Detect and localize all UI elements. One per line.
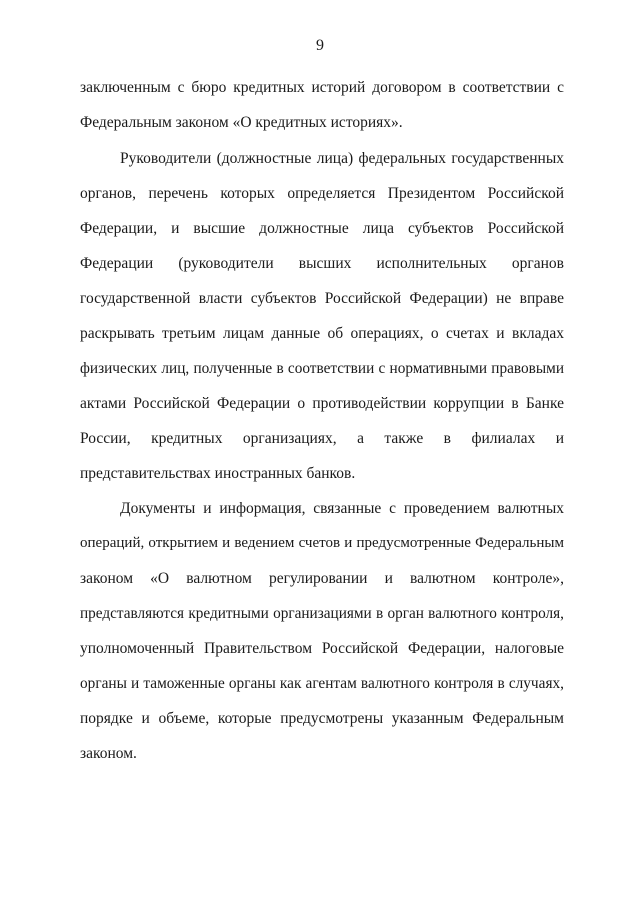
text-line: Федеральным законом «О кредитных историях». bbox=[80, 114, 403, 131]
text-line: актами Российской Федерации о противодействии коррупции в Банке bbox=[80, 395, 564, 412]
paragraph-1 bbox=[80, 70, 564, 140]
text-line: органов, перечень которых определяется Президентом Российской bbox=[80, 185, 564, 202]
text-line: Руководители (должностные лица) федеральных государственных bbox=[120, 150, 564, 167]
paragraph-3 bbox=[80, 491, 564, 771]
text-line: физических лиц, полученные в соответствии с нормативными правовыми bbox=[80, 360, 564, 377]
text-line: Федерации, и высшие должностные лица субъектов Российской bbox=[80, 220, 564, 237]
text-line: порядке и объеме, которые предусмотрены указанным Федеральным bbox=[80, 710, 564, 727]
text-line: заключенным с бюро кредитных историй договором в соответствии с bbox=[80, 79, 564, 96]
text-line: представляются кредитными организациями в орган валютного контроля, bbox=[80, 605, 564, 622]
text-line: Документы и информация, связанные с проведением валютных bbox=[120, 500, 564, 517]
text-line: раскрывать третьим лицам данные об операциях, о счетах и вкладах bbox=[80, 325, 564, 342]
page-number: 9 bbox=[316, 37, 324, 54]
text-line: представительствах иностранных банков. bbox=[80, 465, 356, 482]
paragraph-2 bbox=[80, 141, 564, 491]
text-line: органы и таможенные органы как агентам валютного контроля в случаях, bbox=[80, 675, 564, 692]
text-line: России, кредитных организациях, а также в филиалах и bbox=[80, 430, 564, 447]
text-line: Федерации (руководители высших исполнительных органов bbox=[80, 255, 564, 272]
text-line: государственной власти субъектов Российской Федерации) не вправе bbox=[80, 290, 564, 307]
text-line: операций, открытием и ведением счетов и предусмотренные Федеральным bbox=[80, 535, 564, 551]
text-line: уполномоченный Правительством Российской Федерации, налоговые bbox=[80, 640, 564, 657]
text-line: законом «О валютном регулировании и валютном контроле», bbox=[80, 570, 564, 587]
text-line: законом. bbox=[80, 745, 137, 762]
